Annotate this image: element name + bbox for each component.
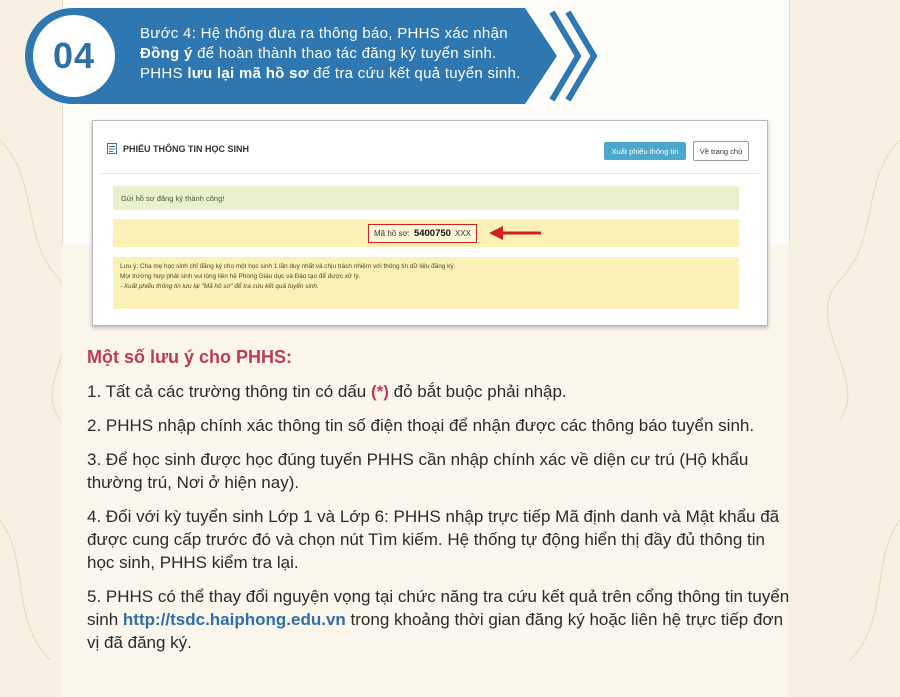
- record-code-value: 5400750: [413, 228, 451, 239]
- step-line-3: PHHS lưu lại mã hồ sơ để tra cứu kết quả tuyển sinh.: [140, 65, 521, 82]
- note-item-4: 4. Đối với kỳ tuyển sinh Lớp 1 và Lớp 6: PHHS nhập trực tiếp Mã định danh và Mật khẩu đã được cung cấp trước đó và chọn nút Tìm kiếm. Hệ thống tự động hiển thị đầy đủ thông tin học sinh, PHHS kiểm tra lại.: [87, 507, 780, 572]
- screenshot-title: PHIẾU THÔNG TIN HỌC SINH: [107, 143, 249, 154]
- note-item-1: 1. Tất cả các trường thông tin có dấu (*) đỏ bắt buộc phải nhập.: [87, 382, 567, 401]
- portal-link[interactable]: http://tsdc.haiphong.edu.vn: [122, 610, 346, 629]
- step-number: 04: [52, 35, 96, 76]
- notice-line-1: Lưu ý: Cha mẹ học sinh chỉ đăng ký cho một học sinh 1 lần duy nhất và chịu trách nhiệm với thông tin dữ liệu đăng ký.: [120, 263, 456, 270]
- record-code-suffix: XXX: [454, 229, 471, 238]
- notes-section: [87, 344, 791, 665]
- notice-line-2: Mọi trường hợp phát sinh vui lòng liên hệ Phòng Giáo dục và Đào tạo để được xử lý.: [120, 273, 361, 280]
- notice-box: [113, 257, 739, 309]
- document-icon: [107, 143, 117, 154]
- note-item-2: 2. PHHS nhập chính xác thông tin số điện thoại để nhận được các thông báo tuyển sinh.: [87, 416, 755, 435]
- required-mark: (*): [371, 382, 389, 401]
- step-description: [140, 24, 560, 84]
- arrow-icon: [487, 224, 543, 242]
- notice-line-3: - Xuất phiếu thông tin lưu lại "Mã hồ sơ" để tra cứu kết quả tuyển sinh.: [120, 283, 319, 290]
- record-code-bar: [113, 219, 739, 247]
- success-message: Gửi hồ sơ đăng ký thành công!: [113, 186, 739, 210]
- step-line-2: Đồng ý để hoàn thành thao tác đăng ký tuyển sinh.: [140, 45, 497, 62]
- step-line-1: Bước 4: Hệ thống đưa ra thông báo, PHHS xác nhận: [140, 25, 508, 42]
- student-info-screenshot: [92, 120, 768, 326]
- step-number-badge: [33, 15, 115, 97]
- home-button[interactable]: Về trang chủ: [693, 141, 749, 161]
- notes-heading: Một số lưu ý cho PHHS:: [87, 347, 293, 367]
- note-item-3: 3. Để học sinh được học đúng tuyến PHHS cần nhập chính xác về diện cư trú (Hộ khẩu thường trú, Nơi ở hiện nay).: [87, 450, 749, 492]
- note-item-5: 5. PHHS có thể thay đổi nguyện vọng tại chức năng tra cứu kết quả trên cổng thông tin tuyển sinh http://tsdc.haiphong.edu.vn trong khoảng thời gian đăng ký hoặc liên hệ trực tiếp đơn vị đã đăng ký.: [87, 587, 790, 652]
- record-code-label: Mã hồ sơ:: [374, 229, 410, 238]
- record-code-box: [368, 224, 477, 243]
- export-info-button[interactable]: Xuất phiếu thông tin: [604, 142, 686, 160]
- divider: [101, 173, 759, 174]
